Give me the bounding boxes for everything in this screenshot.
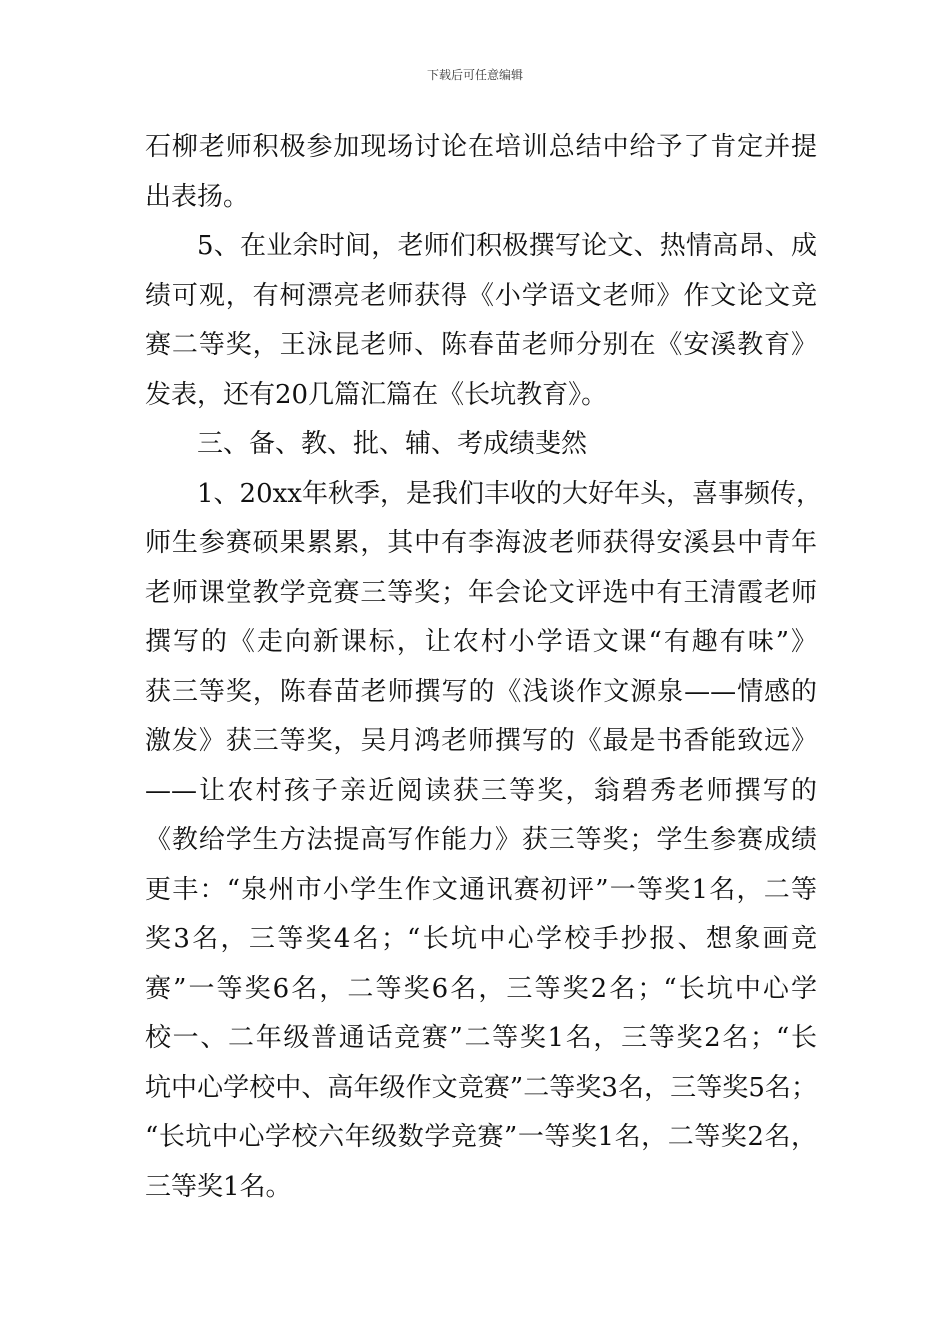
- text-line: “长坑中心学校六年级数学竞赛”一等奖1名，二等奖2名，: [145, 1122, 817, 1152]
- text-line: 发表，还有20几篇汇篇在《长坑教育》。: [145, 379, 608, 410]
- text-line: 激发》获三等奖，吴月鸿老师撰写的《最是书香能致远》: [145, 726, 817, 756]
- text-line: 校一、二年级普通话竞赛”二等奖1名，三等奖2名；“长: [145, 1023, 817, 1053]
- text-line: 5、在业余时间，老师们积极撰写论文、热情高昂、成: [197, 231, 817, 261]
- text-line: 老师课堂教学竞赛三等奖；年会论文评选中有王清霞老师: [145, 577, 817, 608]
- text-line: 三等奖1名。: [145, 1171, 292, 1202]
- text-line: 奖3名，三等奖4名；“长坑中心学校手抄报、想象画竞: [145, 924, 817, 954]
- text-line: 赛”一等奖6名，二等奖6名，三等奖2名；“长坑中心学: [145, 973, 817, 1004]
- text-line: ——让农村孩子亲近阅读获三等奖，翁碧秀老师撰写的: [145, 775, 817, 806]
- text-line: 出表扬。: [145, 181, 250, 212]
- text-line: 绩可观，有柯漂亮老师获得《小学语文老师》作文论文竞: [145, 280, 817, 311]
- section-heading: 三、备、教、批、辅、考成绩斐然: [197, 429, 588, 459]
- text-line: 坑中心学校中、高年级作文竞赛”二等奖3名，三等奖5名；: [145, 1072, 817, 1103]
- text-line: 石柳老师积极参加现场讨论在培训总结中给予了肯定并提: [145, 132, 817, 162]
- text-line: 获三等奖，陈春苗老师撰写的《浅谈作文源泉——情感的: [145, 676, 817, 707]
- text-line: 1、20xx年秋季，是我们丰收的大好年头，喜事频传，: [197, 478, 822, 509]
- document-body: [145, 123, 822, 1212]
- text-line: 赛二等奖，王泳昆老师、陈春苗老师分别在《安溪教育》: [145, 330, 817, 360]
- text-line: 更丰：“泉州市小学生作文通讯赛初评”一等奖1名，二等: [145, 874, 817, 905]
- text-line: 师生参赛硕果累累，其中有李海波老师获得安溪县中青年: [145, 528, 817, 558]
- text-line: 《教给学生方法提高写作能力》获三等奖；学生参赛成绩: [145, 825, 817, 855]
- page-header: 下载后可任意编辑: [426, 68, 523, 82]
- text-line: 撰写的《走向新课标，让农村小学语文课“有趣有味”》: [145, 627, 817, 657]
